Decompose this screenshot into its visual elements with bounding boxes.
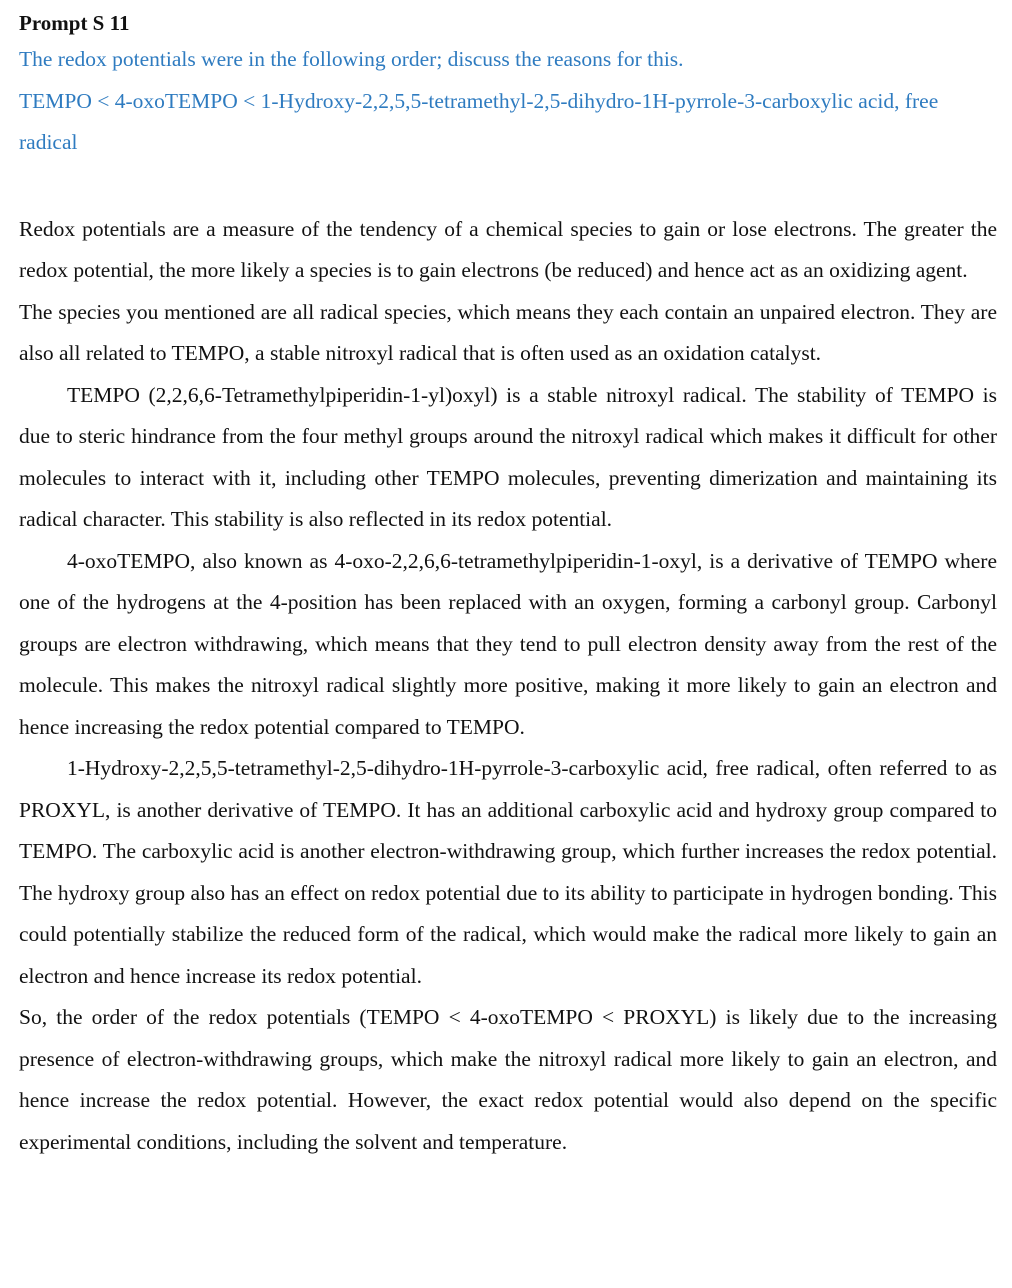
prompt-question: The redox potentials were in the following order; discuss the reasons for this.	[19, 47, 684, 71]
answer-paragraph-5: 1-Hydroxy-2,2,5,5-tetramethyl-2,5-dihydro-1H-pyrrole-3-carboxylic acid, free radical, often referred to as PROXYL, is another derivative of TEMPO. It has an additional carboxylic acid and hydroxy group compared to TEMPO. The carboxylic acid is another electron-withdrawing group, which further increases the redox potential. The hydroxy group also has an effect on redox potential due to its ability to participate in hydrogen bonding. This could potentially stabilize the reduced form of the radical, which would make the radical more likely to gain an electron and hence increase its redox potential.	[19, 756, 997, 988]
answer-paragraph-1: Redox potentials are a measure of the tendency of a chemical species to gain or lose electrons. The greater the redox potential, the more likely a species is to gain electrons (be reduced) and hence act as an oxidizing agent.	[19, 216, 997, 282]
page-title: Prompt S 11	[19, 11, 130, 35]
answer-paragraph-6: So, the order of the redox potentials (TEMPO < 4-oxoTEMPO < PROXYL) is likely due to the increasing presence of electron-withdrawing groups, which make the nitroxyl radical more likely to gain an electron, and hence increase the redox potential. However, the exact redox potential would also depend on the specific experimental conditions, including the solvent and temperature.	[19, 1005, 997, 1154]
document-page	[19, 0, 997, 1163]
answer-body	[19, 209, 997, 1164]
answer-paragraph-4: 4-oxoTEMPO, also known as 4-oxo-2,2,6,6-tetramethylpiperidin-1-oxyl, is a derivative of TEMPO where one of the hydrogens at the 4-position has been replaced with an oxygen, forming a carbonyl group. Carbonyl groups are electron withdrawing, which means that they tend to pull electron density away from the rest of the molecule. This makes the nitroxyl radical slightly more positive, making it more likely to gain an electron and hence increasing the redox potential compared to TEMPO.	[19, 548, 997, 739]
answer-paragraph-3: TEMPO (2,2,6,6-Tetramethylpiperidin-1-yl)oxyl) is a stable nitroxyl radical. The stability of TEMPO is due to steric hindrance from the four methyl groups around the nitroxyl radical which makes it difficult for other molecules to interact with it, including other TEMPO molecules, preventing dimerization and maintaining its radical character. This stability is also reflected in its redox potential.	[19, 382, 997, 531]
prompt-block	[19, 35, 997, 164]
answer-paragraph-2: The species you mentioned are all radical species, which means they each contain an unpaired electron. They are also all related to TEMPO, a stable nitroxyl radical that is often used as an oxidation catalyst.	[19, 299, 997, 365]
prompt-order: TEMPO < 4-oxoTEMPO < 1-Hydroxy-2,2,5,5-tetramethyl-2,5-dihydro-1H-pyrrole-3-carboxylic acid, free radical	[19, 88, 939, 154]
